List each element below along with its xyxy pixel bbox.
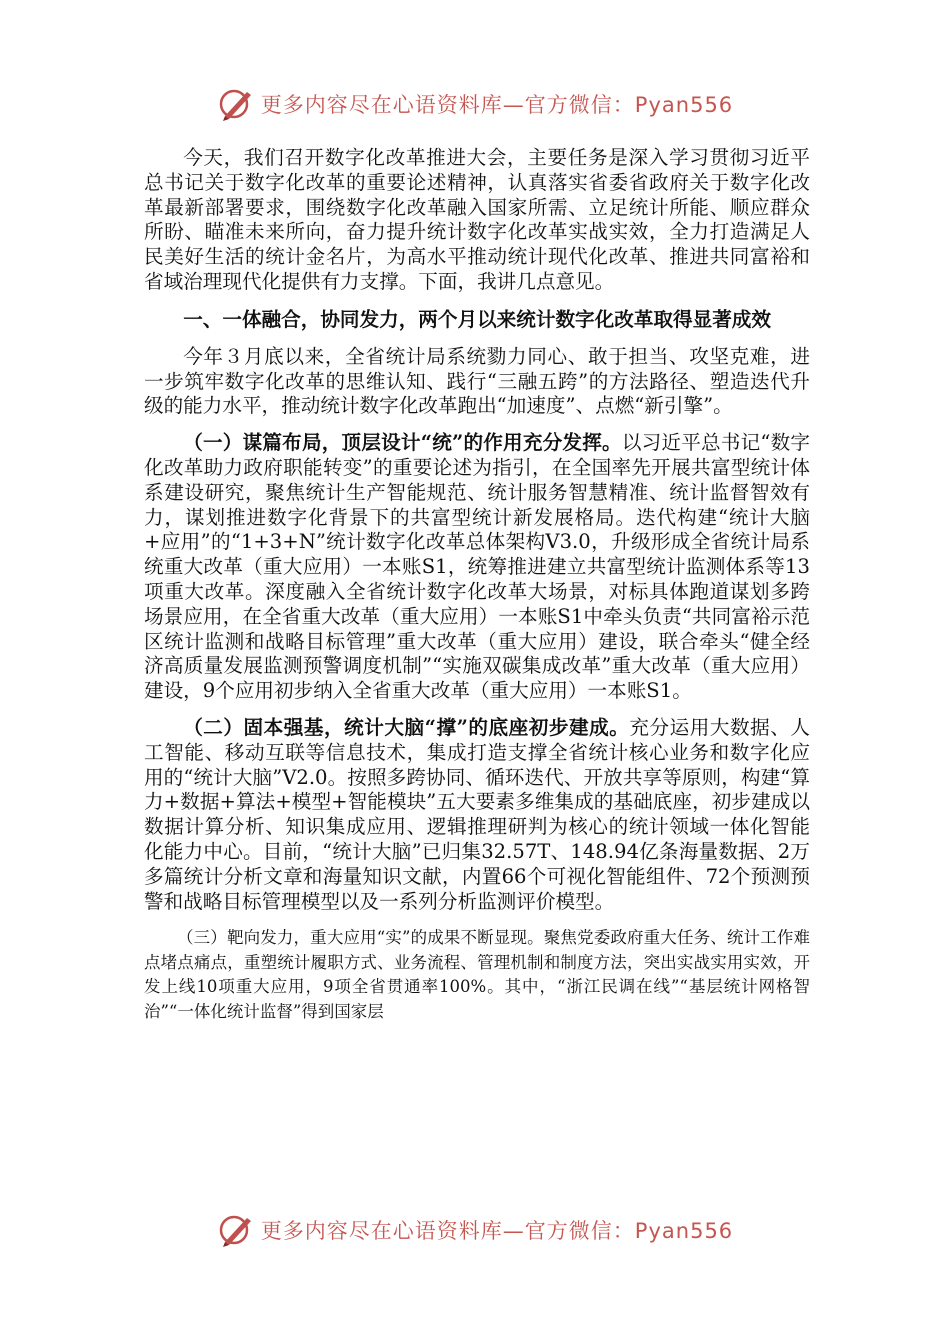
document-body — [144, 146, 810, 1024]
item-1-body: 以习近平总书记“数字化改革助力政府职能转变”的重要论述为指引，在全国率先开展共富型统计体系建设研究，聚焦统计生产智能规范、统计服务智慧精准、统计监督智效有力，谋划推进数字化背景下的共富型统计新发展格局。迭代构建“统计大脑+应用”的“1+3+N”统计数字化改革总体架构V3.0，升级形成全省统计局系统重大改革（重大应用）一本账S1，统筹推进建立共富型统计监测体系等13项重大改革。深度融入全省统计数字化改革大场景，对标具体跑道谋划多跨场景应用，在全省重大改革（重大应用）一本账S1中牵头负责“共同富裕示范区统计监测和战略目标管理”重大改革（重大应用）建设，联合牵头“健全经济高质量发展监测预警调度机制”“实施双碳集成改革”重大改革（重大应用）建设，9个应用初步纳入全省重大改革（重大应用）一本账S1。 — [144, 431, 810, 703]
watermark-header — [0, 86, 950, 122]
watermark-footer — [0, 1212, 950, 1248]
watermark-text: 更多内容尽在心语资料库—官方微信：Pyan556 — [260, 93, 734, 117]
pen-logo-icon — [217, 86, 255, 122]
watermark-text: 更多内容尽在心语资料库—官方微信：Pyan556 — [260, 1219, 734, 1243]
intro-paragraph: 今天，我们召开数字化改革推进大会，主要任务是深入学习贯彻习近平总书记关于数字化改革的重要论述精神，认真落实省委省政府关于数字化改革最新部署要求，围绕数字化改革融入国家所需、立足统计所能、顺应群众所盼、瞄准未来所向，奋力提升统计数字化改革实战实效，全力打造满足人民美好生活的统计金名片，为高水平推动统计现代化改革、推进共同富裕和省域治理现代化提供有力支撑。下面，我讲几点意见。 — [144, 146, 810, 293]
item-2-lead: （二）固本强基，统计大脑“撑”的底座初步建成。 — [183, 715, 630, 739]
item-3-paragraph: （三）靶向发力，重大应用“实”的成果不断显现。聚焦党委政府重大任务、统计工作难点堵点痛点，重塑统计履职方式、业务流程、管理机制和制度方法，突出实战实用实效，开发上线10项重大应用，9项全省贯通率100%。其中，“浙江民调在线”“基层统计网格智治”“一体化统计监督”得到国家层 — [144, 928, 810, 1021]
item-2-paragraph — [144, 716, 810, 914]
item-2-body: 充分运用大数据、人工智能、移动互联等信息技术，集成打造支撑全省统计核心业务和数字化应用的“统计大脑”V2.0。按照多跨协同、循环迭代、开放共享等原则，构建“算力+数据+算法+模型+智能模块”五大要素多维集成的基础底座，初步建成以数据计算分析、知识集成应用、逻辑推理研判为核心的统计领域一体化智能化能力中心。目前，“统计大脑”已归集32.57T、148.94亿条海量数据、2万多篇统计分析文章和海量知识文献，内置66个可视化智能组件、72个预测预警和战略目标管理模型以及一系列分析监测评价模型。 — [144, 715, 810, 913]
item-1-lead: （一）谋篇布局，顶层设计“统”的作用充分发挥。 — [183, 431, 622, 455]
section-1-heading: 一、一体融合，协同发力，两个月以来统计数字化改革取得显著成效 — [183, 307, 771, 331]
item-1-paragraph — [144, 431, 810, 704]
pen-logo-icon — [217, 1212, 255, 1248]
section-1-paragraph: 今年３月底以来，全省统计局系统勠力同心、敢于担当、攻坚克难，进一步筑牢数字化改革的思维认知、践行“三融五跨”的方法路径、塑造迭代升级的能力水平，推动统计数字化改革跑出“加速度”、点燃“新引擎”。 — [144, 344, 810, 418]
